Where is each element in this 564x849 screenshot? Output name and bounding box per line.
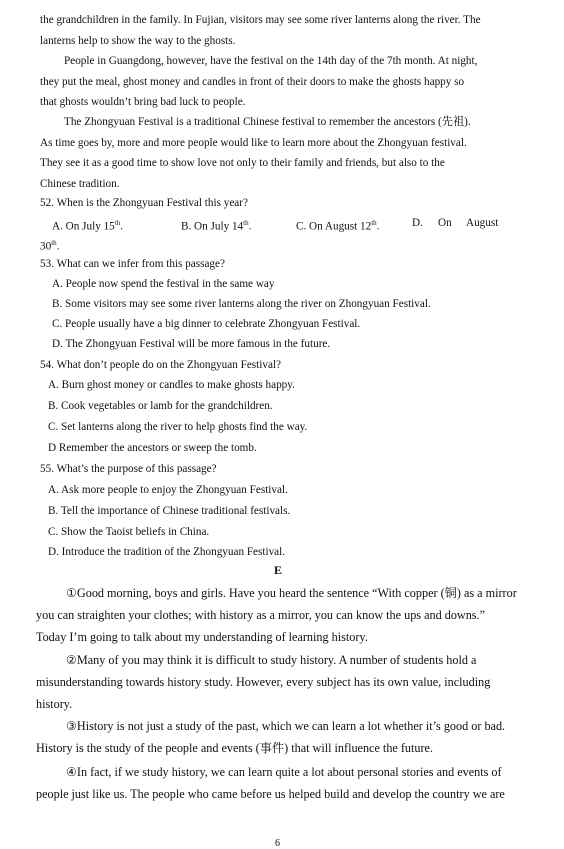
page-number: 6 — [275, 838, 280, 849]
text-line: History is the study of the people and events (事件) that will influence the future. — [36, 741, 434, 755]
option-text: A. On July 15 — [52, 220, 115, 233]
text-line: ③History is not just a study of the past, which we can learn a lot whether it’s good or bad. — [66, 719, 506, 733]
section-e-paragraph-2 — [36, 649, 530, 715]
q54-option-b[interactable]: B. Cook vegetables or lamb for the grandchildren. — [48, 400, 273, 412]
question-52: 52. When is the Zhongyuan Festival this year? — [40, 197, 248, 209]
text-line: people just like us. The people who came before us helped build and develop the country we are — [36, 787, 505, 801]
q52-option-d-on: On — [438, 217, 452, 229]
q54-option-a[interactable]: A. Burn ghost money or candles to make ghosts happy. — [48, 379, 295, 391]
q53-option-a[interactable]: A. People now spend the festival in the same way — [52, 278, 275, 290]
q55-option-d[interactable]: D. Introduce the tradition of the Zhongyuan Festival. — [48, 546, 286, 558]
option-text: 30 — [40, 240, 52, 253]
q53-option-d[interactable]: D. The Zhongyuan Festival will be more famous in the future. — [52, 338, 331, 350]
text-line: they put the meal, ghost money and candles in front of their doors to make the ghosts happy so — [40, 75, 465, 88]
section-e-paragraph-4 — [36, 761, 530, 805]
q55-option-b[interactable]: B. Tell the importance of Chinese traditional festivals. — [48, 505, 291, 517]
passage-d-guangdong-paragraph — [40, 51, 526, 113]
text-line: you can straighten your clothes; with history as a mirror, you can know the ups and downs.” — [36, 608, 486, 622]
q52-option-b[interactable]: B. On July 14th. — [181, 219, 252, 233]
q55-option-c[interactable]: C. Show the Taoist beliefs in China. — [48, 526, 210, 538]
q53-option-c[interactable]: C. People usually have a big dinner to celebrate Zhongyuan Festival. — [52, 318, 361, 330]
text-line: Today I’m going to talk about my understanding of learning history. — [36, 630, 368, 644]
ordinal-suffix: th — [51, 239, 57, 247]
q54-option-c[interactable]: C. Set lanterns along the river to help ghosts find the way. — [48, 421, 308, 433]
ordinal-suffix: th — [371, 219, 377, 227]
text-line: history. — [36, 697, 73, 711]
text-line: lanterns help to show the way to the ghosts. — [40, 34, 236, 47]
text-line: People in Guangdong, however, have the festival on the 14th day of the 7th month. At night, — [64, 55, 478, 67]
q52-option-d-continued: 30th. — [40, 239, 60, 253]
q52-option-d-month: August — [466, 217, 499, 229]
passage-d-top-paragraph — [40, 10, 526, 51]
question-54: 54. What don’t people do on the Zhongyuan Festival? — [40, 359, 282, 371]
q52-option-a[interactable]: A. On July 15th. — [52, 219, 124, 233]
text-line: They see it as a good time to show love not only to their family and friends, but also to the — [40, 157, 445, 169]
option-letter: D. — [412, 217, 423, 229]
text-line: As time goes by, more and more people would like to learn more about the Zhongyuan festival. — [40, 136, 467, 149]
q52-option-d[interactable] — [412, 213, 423, 233]
question-53: 53. What can we infer from this passage? — [40, 258, 225, 270]
text-line: misunderstanding towards history study. However, every subject has its own value, including — [36, 675, 491, 689]
section-e-paragraph-1 — [36, 582, 530, 648]
text-line: Chinese tradition. — [40, 177, 120, 190]
q53-option-b[interactable]: B. Some visitors may see some river lanterns along the river on Zhongyuan Festival. — [52, 298, 431, 310]
q54-option-d[interactable]: D Remember the ancestors or sweep the tomb. — [48, 442, 257, 454]
section-e-heading: E — [274, 563, 283, 577]
passage-d-ancestors-paragraph — [40, 112, 526, 194]
q52-option-c[interactable]: C. On August 12th. — [296, 219, 380, 233]
text-line: The Zhongyuan Festival is a traditional Chinese festival to remember the ancestors (先祖). — [64, 116, 471, 128]
option-text: B. On July 14 — [181, 220, 244, 233]
section-e-paragraph-3 — [36, 715, 530, 759]
text-line: ④In fact, if we study history, we can learn quite a lot about personal stories and events of — [66, 765, 502, 779]
ordinal-suffix: th — [243, 219, 249, 227]
text-line: ②Many of you may think it is difficult to study history. A number of students hold a — [66, 653, 477, 667]
text-line: ①Good morning, boys and girls. Have you heard the sentence “With copper (铜) as a mirror — [66, 586, 517, 600]
q55-option-a[interactable]: A. Ask more people to enjoy the Zhongyuan Festival. — [48, 484, 288, 496]
option-text: C. On August 12 — [296, 220, 372, 233]
ordinal-suffix: th — [114, 219, 121, 227]
question-55: 55. What’s the purpose of this passage? — [40, 463, 217, 475]
text-line: that ghosts wouldn’t bring bad luck to people. — [40, 96, 246, 108]
text-line: the grandchildren in the family. In Fujian, visitors may see some river lanterns along the river. The — [40, 14, 481, 26]
